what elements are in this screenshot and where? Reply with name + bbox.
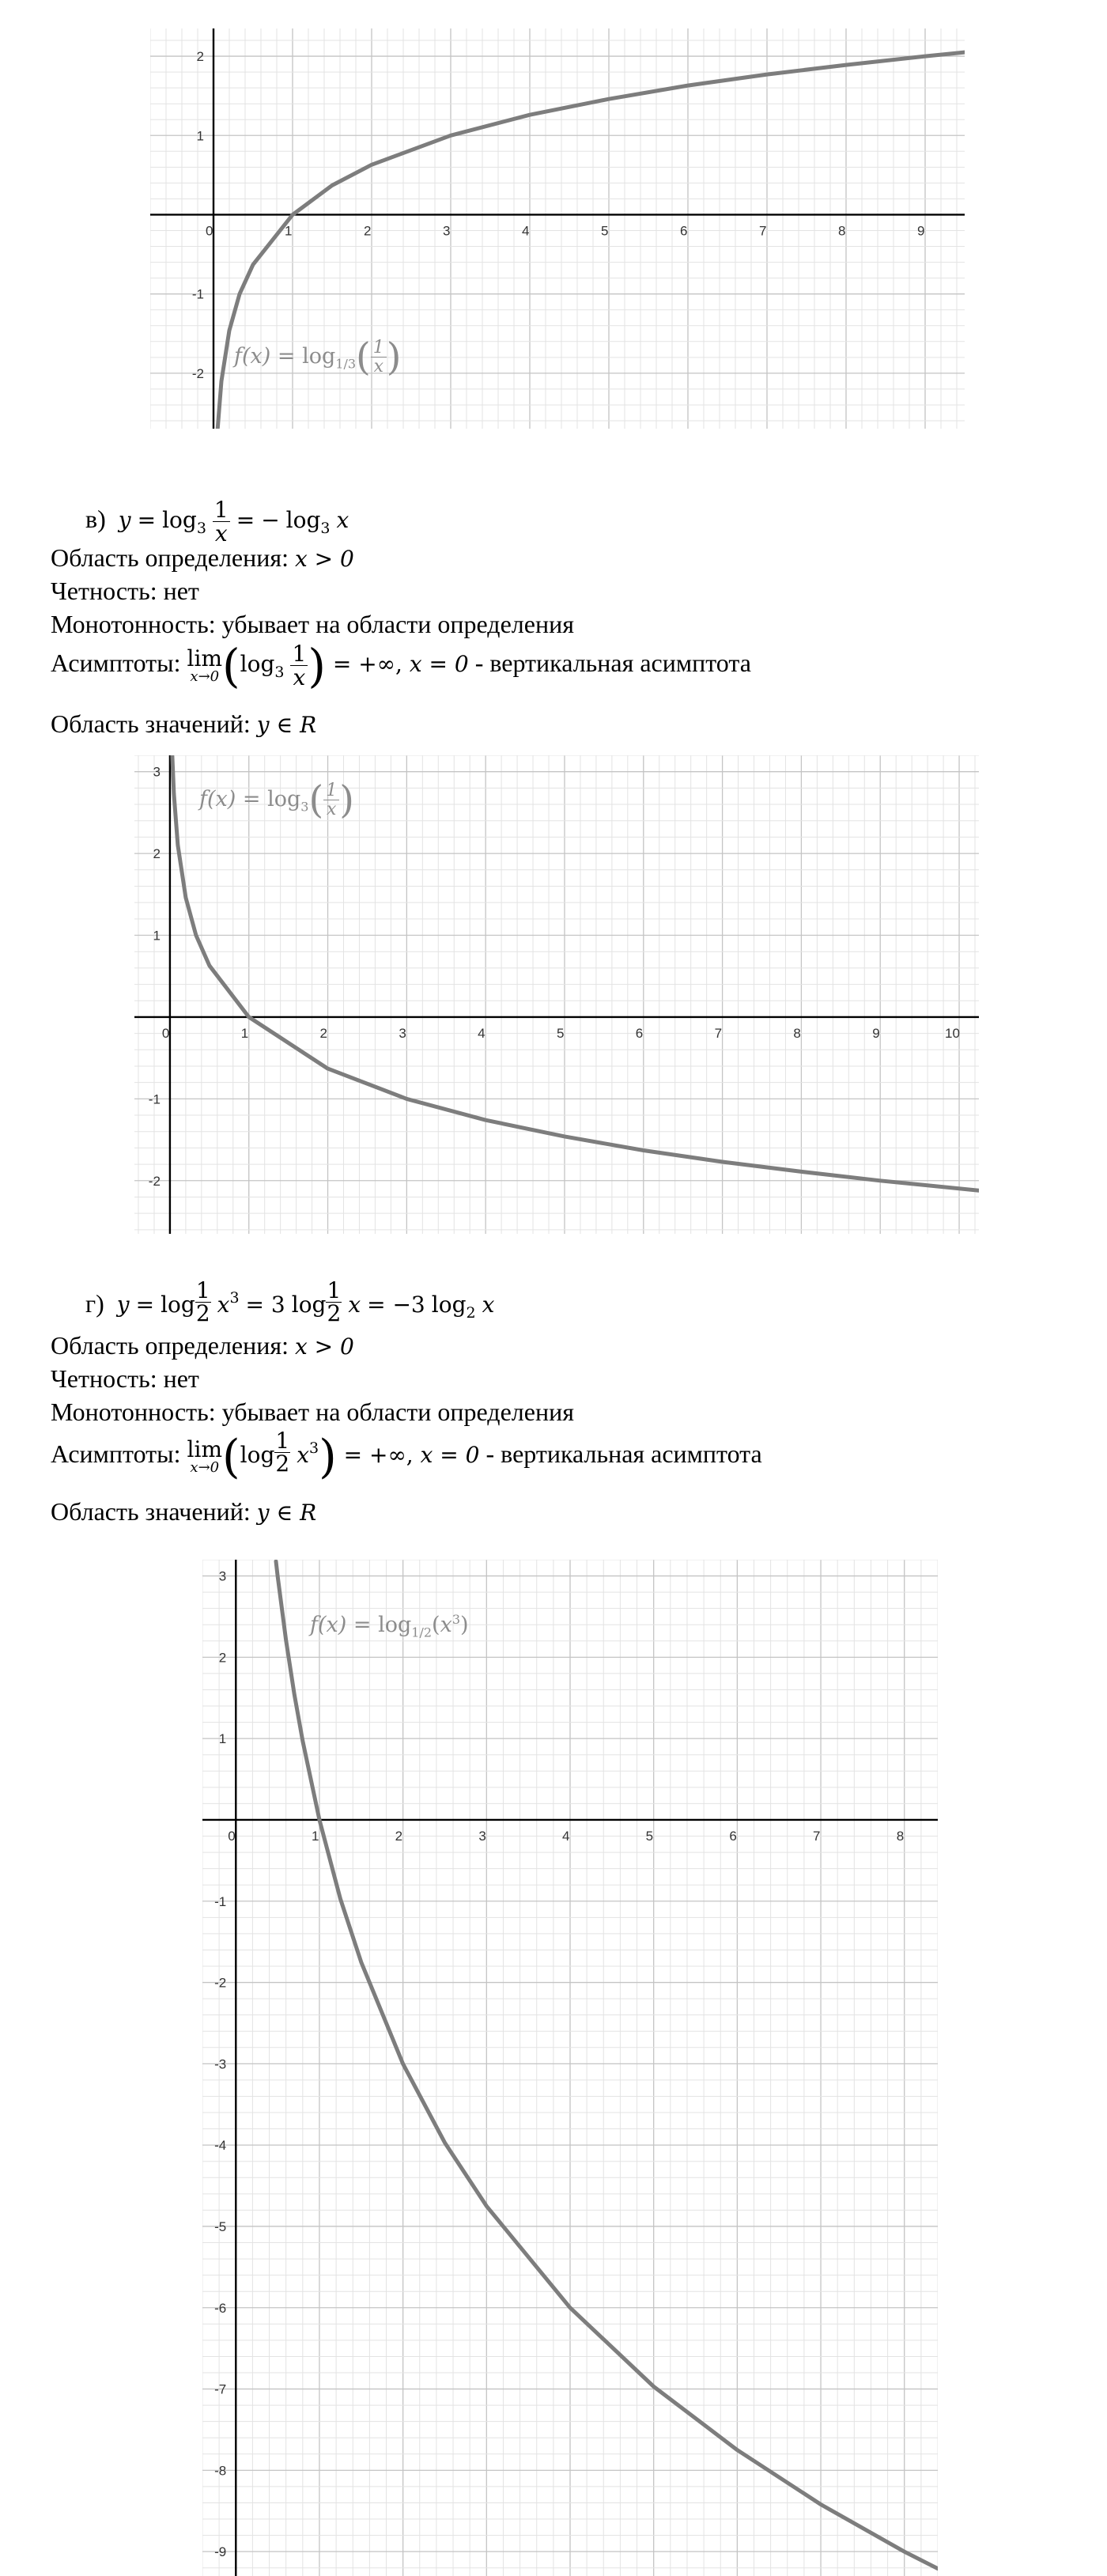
- x-tick-label: 7: [759, 223, 767, 239]
- y-tick-label: 1: [153, 928, 161, 944]
- graph3-function-label: $f(x) = \log_{1/2}(x^3)$: [310, 1612, 469, 1640]
- x-tick-label: 5: [645, 1828, 654, 1844]
- y-tick-label: -1: [191, 286, 204, 302]
- x-tick-label: 9: [872, 1025, 880, 1041]
- y-tick-label: -3: [214, 2056, 227, 2072]
- y-tick-label: -6: [214, 2300, 227, 2316]
- x-tick-label: 2: [395, 1828, 403, 1844]
- section-g-parity: Четность: нет: [51, 1364, 199, 1393]
- y-tick-label: -8: [214, 2463, 227, 2479]
- function-curve: [172, 756, 979, 1190]
- graph2-function-label: $f(x) = \log_3$( $\frac{1}{x}$ ): [199, 777, 354, 823]
- x-tick-label: 5: [601, 223, 609, 239]
- y-tick-label: 2: [196, 49, 204, 65]
- y-tick-label: -7: [214, 2381, 227, 2397]
- function-curve: [276, 1561, 938, 2569]
- x-tick-label: 9: [917, 223, 925, 239]
- y-tick-label: -2: [214, 1975, 227, 1991]
- x-tick-label: 0: [228, 1828, 236, 1844]
- section-v-domain: Область определения: x > 0: [51, 543, 354, 572]
- x-tick-label: 0: [206, 223, 213, 239]
- x-tick-label: 4: [522, 223, 530, 239]
- section-v-parity: Четность: нет: [51, 577, 199, 605]
- x-tick-label: 6: [729, 1828, 737, 1844]
- section-g-equation: г) y = log $\frac{1}{2}$ $x^3 = 3$ log $\frac{1}{2}$ x = −3 $\log_2 x$: [85, 1277, 495, 1326]
- x-tick-label: 8: [793, 1025, 801, 1041]
- y-tick-label: -2: [191, 365, 204, 381]
- x-tick-label: 5: [556, 1025, 565, 1041]
- section-v-equation: в) $y = \log_3$ $\frac{1}{x}$ = − $\log_3 x$: [85, 497, 349, 547]
- section-g-range: Область значений: y ∈ R: [51, 1497, 317, 1526]
- x-tick-label: 7: [714, 1025, 723, 1041]
- y-tick-label: -9: [214, 2544, 227, 2560]
- y-tick-label: -2: [148, 1173, 161, 1189]
- x-tick-label: 1: [311, 1828, 319, 1844]
- x-tick-label: 8: [896, 1828, 905, 1844]
- section-v-monotonicity: Монотонность: убывает на области определения: [51, 610, 574, 638]
- x-tick-label: 1: [240, 1025, 249, 1041]
- x-tick-label: 0: [161, 1025, 170, 1041]
- y-tick-label: 1: [218, 1731, 227, 1747]
- x-tick-label: 3: [399, 1025, 406, 1041]
- x-tick-label: 4: [562, 1828, 570, 1844]
- graph-log3-of-reciprocal: [134, 755, 979, 1234]
- section-v-asymptotes: Асимптоты: lim x→0 ($\log_3$ $\frac{1}{x}$ ) = +∞, x = 0 - вертикальная асимптота: [51, 638, 751, 693]
- section-g-asymptotes: Асимптоты: lim x→0 (log $\frac{1}{2}$ $x^3$) = +∞, x = 0 - вертикальная асимптота: [51, 1428, 762, 1484]
- y-tick-label: 2: [218, 1650, 227, 1666]
- section-g-domain: Область определения: x > 0: [51, 1331, 354, 1360]
- x-tick-label: 6: [680, 223, 688, 239]
- section-v-range: Область значений: y ∈ R: [51, 709, 317, 738]
- x-tick-label: 1: [285, 223, 293, 239]
- x-tick-label: 2: [319, 1025, 328, 1041]
- y-tick-label: -5: [214, 2219, 227, 2234]
- y-tick-label: -1: [148, 1091, 161, 1107]
- x-tick-label: 7: [813, 1828, 821, 1844]
- y-tick-label: 1: [196, 128, 204, 144]
- grid: [134, 755, 979, 1234]
- y-tick-label: 3: [218, 1568, 227, 1584]
- x-tick-label: 2: [364, 223, 372, 239]
- x-tick-label: 6: [635, 1025, 644, 1041]
- x-tick-label: 3: [443, 223, 451, 239]
- y-tick-label: 2: [153, 846, 161, 862]
- y-tick-label: -4: [214, 2138, 227, 2154]
- x-tick-label: 3: [478, 1828, 486, 1844]
- x-tick-label: 10: [945, 1025, 960, 1041]
- x-tick-label: 4: [478, 1025, 485, 1041]
- y-tick-label: 3: [153, 764, 161, 780]
- section-g-monotonicity: Монотонность: убывает на области определения: [51, 1398, 574, 1426]
- graph1-function-label: $f(x) = \log_{1/3}$( $\frac{1}{x}$ ): [234, 335, 402, 380]
- graph-log-half-of-x-cubed: [202, 1560, 938, 2576]
- grid: [202, 1560, 938, 2576]
- y-tick-label: -1: [214, 1893, 227, 1909]
- x-tick-label: 8: [838, 223, 846, 239]
